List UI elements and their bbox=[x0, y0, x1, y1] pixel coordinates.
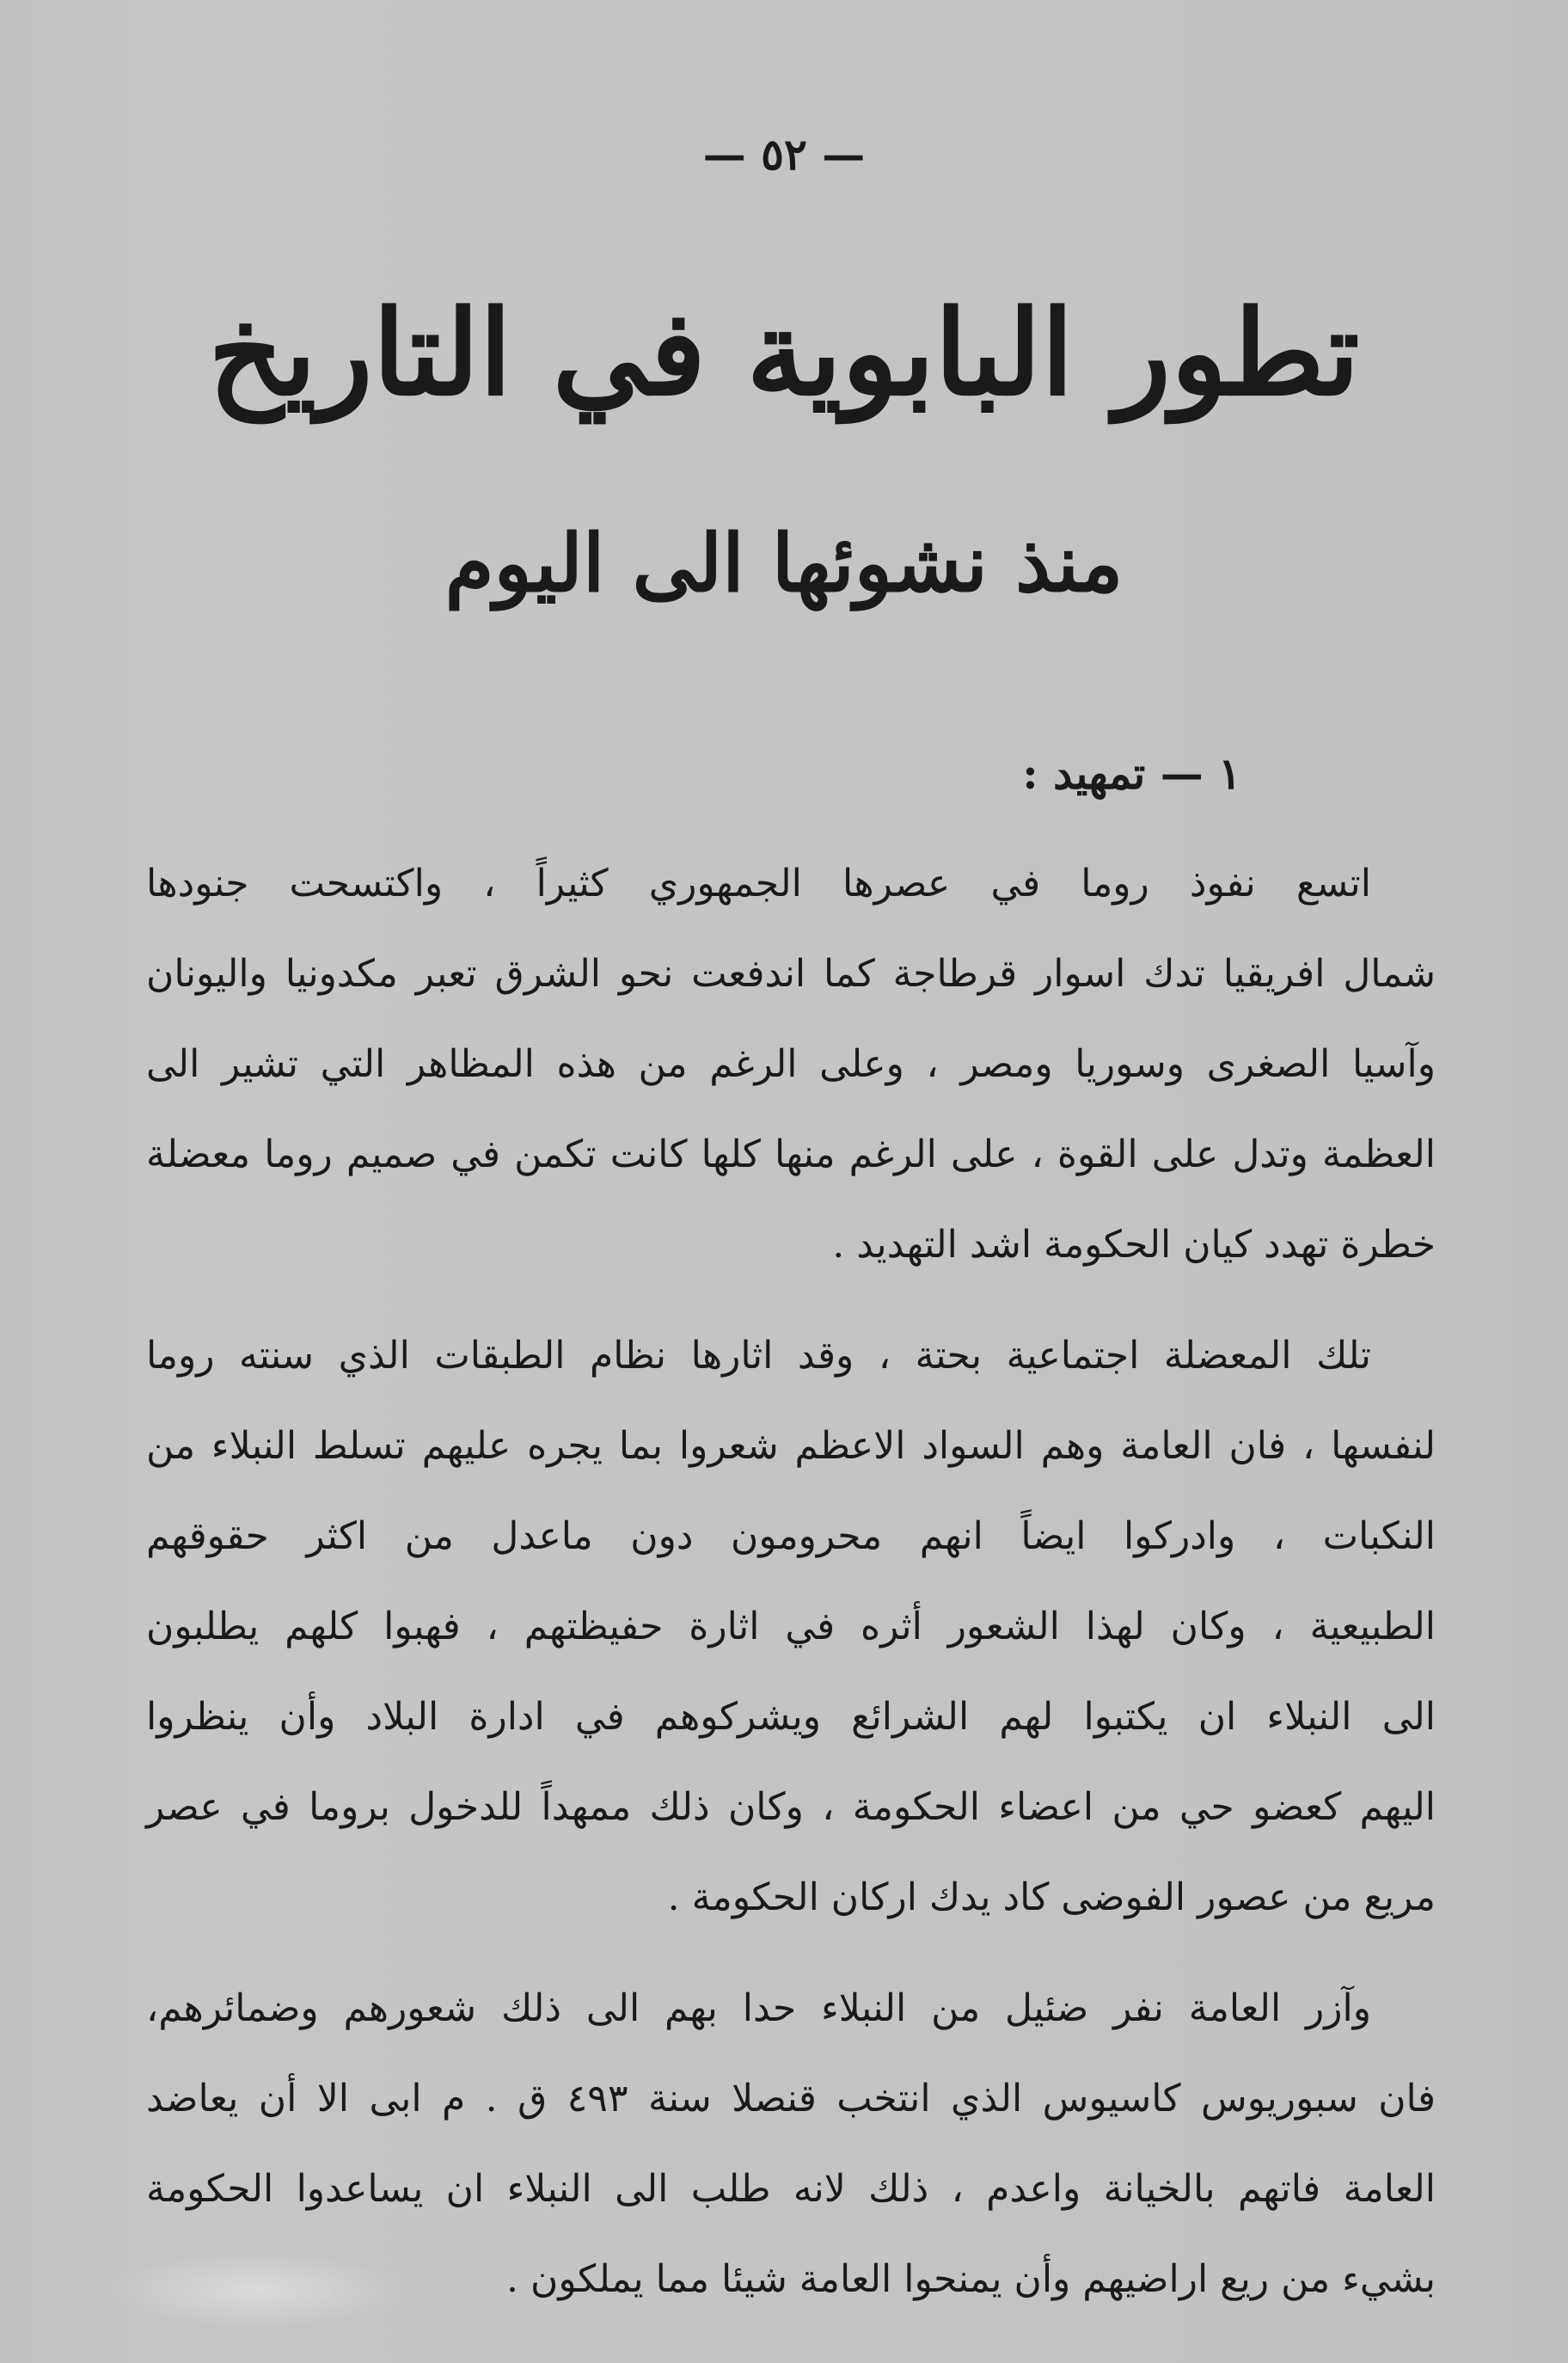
text-line: اليهم كعضو حي من اعضاء الحكومة ، وكان ذلك ممهداً للدخول بروما في عصر bbox=[146, 1785, 1436, 1829]
text-line: خطرة تهدد كيان الحكومة اشد التهديد . bbox=[832, 1223, 1436, 1267]
body-text bbox=[146, 838, 1436, 2345]
text-line: الى النبلاء ان يكتبوا لهم الشرائع ويشركوهم في ادارة البلاد وأن ينظروا bbox=[146, 1695, 1436, 1739]
text-line: العظمة وتدل على القوة ، على الرغم منها كلها كانت تكمن في صميم روما معضلة bbox=[146, 1132, 1436, 1176]
text-line: بشيء من ريع اراضيهم وأن يمنحوا العامة شيئا مما يملكون . bbox=[506, 2257, 1436, 2301]
text-line: النكبات ، وادركوا ايضاً انهم محرومون دون ماعدل من اكثر حقوقهم bbox=[146, 1514, 1436, 1558]
page-number: — ٥٢ — bbox=[702, 129, 866, 180]
paragraph-1 bbox=[146, 838, 1436, 1290]
paragraph-2 bbox=[146, 1310, 1436, 1943]
section-heading: ١ — تمهيد : bbox=[1022, 748, 1241, 799]
text-line: فان سبوريوس كاسيوس الذي انتخب قنصلا سنة ٤٩٣ ق . م ابى الا أن يعاضد bbox=[146, 2077, 1436, 2121]
scan-artifact bbox=[112, 2251, 404, 2329]
text-line: الطبيعية ، وكان لهذا الشعور أثره في اثارة حفيظتهم ، فهبوا كلهم يطلبون bbox=[146, 1605, 1436, 1648]
text-line: وآسيا الصغرى وسوريا ومصر ، وعلى الرغم من هذه المظاهر التي تشير الى bbox=[146, 1042, 1436, 1086]
text-line: تلك المعضلة اجتماعية بحتة ، وقد اثارها نظام الطبقات الذي سنته روما bbox=[146, 1334, 1371, 1378]
text-line: وآزر العامة نفر ضئيل من النبلاء حدا بهم الى ذلك شعورهم وضمائرهم، bbox=[146, 1986, 1371, 2030]
text-line: شمال افريقيا تدك اسوار قرطاجة كما اندفعت نحو الشرق تعبر مكدونيا واليونان bbox=[146, 952, 1436, 996]
text-line: لنفسها ، فان العامة وهم السواد الاعظم شعروا بما يجره عليهم تسلط النبلاء من bbox=[146, 1424, 1436, 1468]
page-subtitle: منذ نشوئها الى اليوم bbox=[444, 517, 1124, 610]
text-line: العامة فاتهم بالخيانة واعدم ، ذلك لانه طلب الى النبلاء ان يساعدوا الحكومة bbox=[146, 2167, 1436, 2211]
page-title: تطور البابوية في التاريخ bbox=[208, 285, 1360, 422]
text-line: مريع من عصور الفوضى كاد يدك اركان الحكومة . bbox=[667, 1875, 1436, 1919]
text-line: اتسع نفوذ روما في عصرها الجمهوري كثيراً ، واكتسحت جنودها bbox=[146, 862, 1371, 905]
